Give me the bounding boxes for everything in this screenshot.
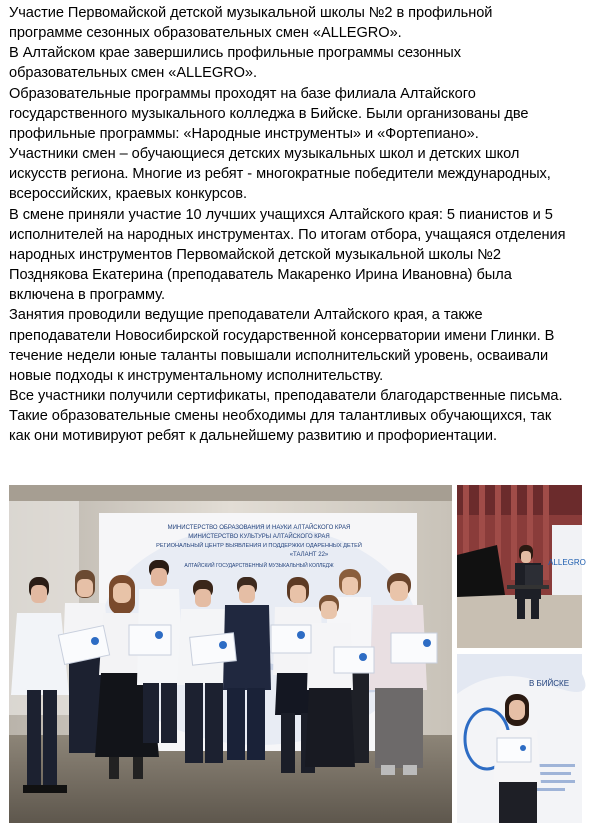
post-line: Участие Первомайской детской музыкальной школы №2 в профильной bbox=[9, 5, 493, 21]
group-photo[interactable] bbox=[9, 485, 452, 823]
banner-text-line: «ТАЛАНТ 22» bbox=[289, 552, 329, 558]
post-line: включена в программу. bbox=[9, 287, 165, 304]
post-line: Занятия проводили ведущие преподаватели Алтайского края, а также bbox=[9, 307, 483, 324]
post-line: программе сезонных образовательных смен «ALLEGRO». bbox=[9, 25, 402, 42]
post-line: исполнителей на народных инструментах. По итогам отбора, учащаяся отделения bbox=[9, 226, 566, 243]
post-line: государственного музыкального колледжа в Бийске. Были организованы две bbox=[9, 105, 529, 122]
post-line: искусств региона. Многие из ребят - многократные победители международных, bbox=[9, 166, 551, 183]
post-line: Позднякова Екатерина (преподаватель Макаренко Ирина Ивановна) была bbox=[9, 267, 512, 284]
post-line: В смене приняли участие 10 лучших учащихся Алтайского края: 5 пианистов и 5 bbox=[9, 206, 553, 223]
banner-text-line: РЕГИОНАЛЬНЫЙ ЦЕНТР ВЫЯВЛЕНИЯ И ПОДДЕРЖКИ ОДАРЕННЫХ ДЕТЕЙ bbox=[156, 543, 362, 549]
post-line: как они мотивируют ребят к дальнейшему развитию и профориентации. bbox=[9, 428, 497, 445]
post-line: Участники смен – обучающиеся детских музыкальных школ и детских школ bbox=[9, 146, 520, 163]
post-line: течение недели юные таланты повышали исполнительский уровень, осваивали bbox=[9, 347, 549, 364]
banner-text-line: МИНИСТЕРСТВО КУЛЬТУРЫ АЛТАЙСКОГО КРАЯ bbox=[188, 534, 330, 540]
portrait-photo-drawing bbox=[457, 654, 582, 823]
group-photo-drawing bbox=[9, 485, 452, 823]
stage-banner-letters: ALLEGRO bbox=[548, 558, 586, 567]
post-line: новые подходы к инструментальному исполнительству. bbox=[9, 367, 384, 384]
post-line: образовательных смен «ALLEGRO». bbox=[9, 65, 257, 82]
banner-text-line: МИНИСТЕРСТВО ОБРАЗОВАНИЯ И НАУКИ АЛТАЙСКОГО КРАЯ bbox=[167, 525, 351, 531]
post-line: профильные программы: «Народные инструменты» и «Фортепиано». bbox=[9, 125, 479, 142]
banner-text-line: АЛТАЙСКИЙ ГОСУДАРСТВЕННЫЙ МУЗЫКАЛЬНЫЙ КОЛЛЕДЖ bbox=[184, 563, 334, 569]
post-text bbox=[9, 3, 583, 446]
stage-photo-drawing bbox=[457, 485, 586, 648]
post-line: народных инструментов Первомайской детской музыкальной школы №2 bbox=[9, 246, 501, 263]
post-line: преподаватели Новосибирской государственной консерватории имени Глинки. В bbox=[9, 327, 555, 344]
stage-photo[interactable] bbox=[457, 485, 586, 648]
portrait-photo[interactable] bbox=[457, 654, 582, 823]
post-line: всероссийских, краевых конкурсов. bbox=[9, 186, 247, 203]
post-line: Образовательные программы проходят на базе филиала Алтайского bbox=[9, 85, 476, 102]
photo-gallery bbox=[0, 485, 591, 827]
portrait-banner-text: В БИЙСКЕ bbox=[528, 679, 570, 688]
post-line: В Алтайском крае завершились профильные программы сезонных bbox=[9, 45, 461, 62]
post-line: Все участники получили сертификаты, преподаватели благодарственные письма. bbox=[9, 387, 563, 404]
post-line: Такие образовательные смены необходимы для талантливых обучающихся, так bbox=[9, 408, 552, 425]
